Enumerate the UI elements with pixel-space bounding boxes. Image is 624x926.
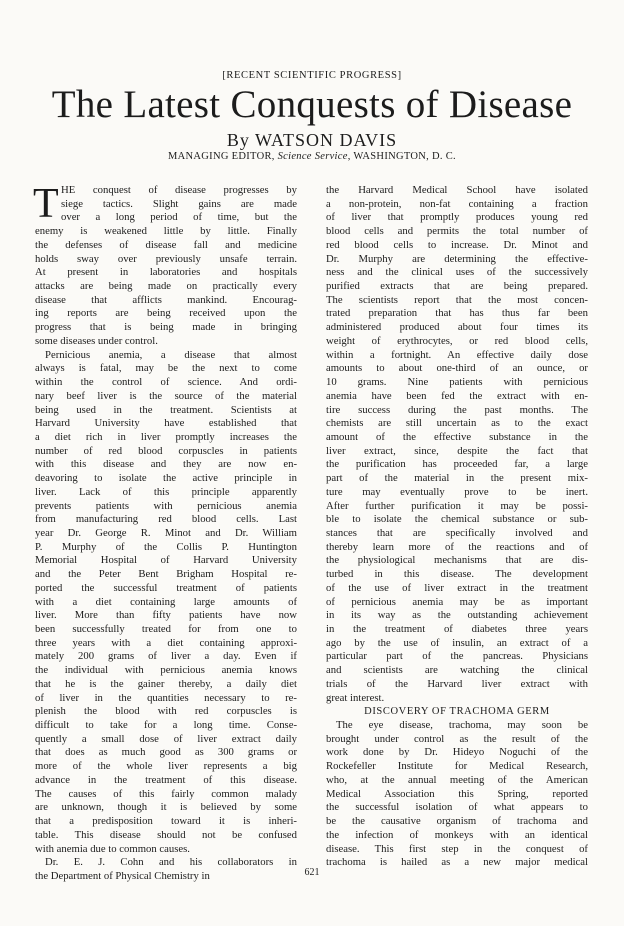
text-line: and the Peter Bent Brigham Hospital re-: [35, 568, 297, 581]
text-line: over a long period of time, but the: [61, 211, 297, 224]
text-line: liver. More than fifty patients have now: [35, 609, 297, 622]
text-line: advance in the treatment of this disease.: [35, 773, 297, 786]
text-line: ported the successful treatment of patients: [35, 581, 297, 594]
text-line: The eye disease, trachoma, may soon be: [336, 719, 588, 732]
text-line: the purification has proceeded far, a large: [326, 458, 588, 471]
text-line: difficult to take for a long time. Conse-: [35, 719, 297, 732]
text-line: within the control of science. And ordi-: [35, 376, 297, 389]
text-line: enemy is weakened little by little. Finally: [35, 225, 297, 238]
text-line: table. This disease should not be confused: [35, 828, 297, 841]
text-line: thereby learn more of the reactions and of: [326, 540, 588, 553]
text-line: number of red blood corpuscles in patients: [35, 444, 297, 457]
text-line: administered produced about four times its: [326, 321, 588, 334]
text-line: tire success during the past months. The: [326, 403, 588, 416]
text-line: with this disease and they are now en-: [35, 458, 297, 471]
text-line: of the use of liver extract in the treatment: [326, 581, 588, 594]
text-line: purified extracts that are being prepared.: [326, 280, 588, 293]
text-line: Harvard University have established that: [35, 417, 297, 430]
text-line: and scientists are watching the clinical: [326, 664, 588, 677]
text-line: Memorial Hospital of Harvard University: [35, 554, 297, 567]
text-line: disease. This first step in the conquest of: [326, 842, 588, 855]
text-line: Dr. Murphy are determining the effective-: [326, 252, 588, 265]
page-number: 621: [304, 867, 320, 878]
text-line: mately 200 grams of liver a day. Even if: [35, 650, 297, 663]
text-line: quently a small dose of liver extract daily: [35, 732, 297, 745]
text-line: weight of erythrocytes, or red blood cells,: [326, 334, 588, 347]
text-line: Pernicious anemia, a disease that almost: [45, 348, 297, 361]
text-line: trachoma is hailed as a new major medical: [326, 856, 588, 869]
right-column: [326, 184, 588, 870]
text-line: plenish the blood with red corpuscles is: [35, 705, 297, 718]
text-line: The scientists report that the most concen-: [326, 293, 588, 306]
text-line: in the treatment of diabetes three years: [326, 623, 588, 635]
text-line: from manufacturing red blood cells. Last: [35, 513, 297, 526]
text-line: siege tactics. Slight gains are made: [61, 197, 297, 210]
affiliation-org: Science Service: [277, 151, 348, 162]
text-line: ing reports are being received upon the: [35, 307, 297, 320]
text-line: liver extract, since, despite the fact that: [326, 444, 588, 457]
text-line: within a fortnight. An effective daily dose: [326, 348, 588, 361]
text-line: 10 grams. Nine patients with pernicious: [326, 376, 588, 389]
text-line: work done by Dr. Hideyo Noguchi of the: [326, 746, 588, 759]
text-line: who, at the annual meeting of the American: [326, 773, 588, 786]
text-line: the infection of monkeys with an identical: [326, 828, 588, 841]
text-line: Dr. E. J. Cohn and his collaborators in: [45, 856, 297, 869]
text-line: more of the whole liver represents a big: [35, 760, 297, 773]
text-line: a diet rich in liver promptly increases the: [35, 430, 297, 443]
text-line: The causes of this fairly common malady: [35, 787, 297, 800]
text-line: brought under control as the result of the: [326, 732, 588, 745]
text-line: are unknown, though it is believed by some: [35, 801, 297, 814]
text-line: chemists are still uncertain as to the exact: [326, 417, 588, 430]
article-title: The Latest Conquests of Disease: [51, 83, 573, 126]
text-line: ture may eventually prove to be inert.: [326, 485, 588, 498]
affiliation-suffix: , WASHINGTON, D. C.: [347, 151, 456, 162]
text-line: blood cells and permits the total number of: [326, 225, 588, 238]
text-line: the individual with pernicious anemia knows: [35, 664, 297, 677]
text-line: Rockefeller Institute for Medical Research,: [326, 760, 588, 773]
text-line: Medical Association this Spring, reported: [326, 787, 588, 800]
text-line: great interest.: [326, 691, 385, 704]
text-line: turbed in this disease. The development: [326, 568, 588, 581]
author-affiliation: [0, 151, 624, 162]
text-line: red blood cells to increase. Dr. Minot and: [326, 238, 588, 251]
text-line: HE conquest of disease progresses by: [61, 184, 297, 196]
affiliation-prefix: MANAGING EDITOR,: [168, 151, 278, 162]
text-line: been successfully treated for from one to: [35, 623, 297, 635]
text-line: part of the material in the present mix-: [326, 472, 588, 485]
text-line: amount of the effective substance in the: [326, 430, 588, 443]
text-line: ago by the use of insulin, an extract of a: [326, 636, 588, 649]
text-line: that does as much good as 300 grams or: [35, 746, 297, 759]
text-line: trials of the Harvard liver extract with: [326, 677, 588, 690]
text-line: disease that afflicts mankind. Encourag-: [35, 293, 297, 306]
text-line: particular part of the pancreas. Physicians: [326, 650, 588, 663]
text-line: with anemia due to common causes.: [35, 842, 190, 855]
text-line: After further purification it may be possi-: [326, 499, 588, 512]
text-line: P. Murphy of the Collis P. Huntington: [35, 540, 297, 553]
text-line: prevents patients with pernicious anemia: [35, 499, 297, 512]
text-line: ble to isolate the chemical substance or sub-: [326, 513, 588, 526]
text-line: be the causative organism of trachoma and: [326, 815, 588, 828]
text-line: stances that are specifically involved and: [326, 526, 588, 539]
text-line: progress that is being made in bringing: [35, 321, 297, 334]
section-subhead: DISCOVERY OF TRACHOMA GERM: [364, 706, 550, 718]
drop-cap: T: [33, 181, 59, 227]
text-line: the physiological mechanisms that are dis-: [326, 554, 588, 567]
text-line: some diseases under control.: [35, 334, 158, 347]
text-line: the Department of Physical Chemistry in: [35, 869, 210, 882]
text-line: ness and the clinical uses of the successively: [326, 266, 588, 279]
text-line: holds sway over previously unsafe terrain.: [35, 252, 297, 265]
text-line: of liver that promptly produces young red: [326, 211, 588, 224]
text-line: attacks are being made on practically every: [35, 280, 297, 293]
text-line: always is fatal, may be the next to come: [35, 362, 297, 375]
text-line: that he is the gainer thereby, a daily diet: [35, 677, 297, 690]
text-line: in its way as the outstanding achievement: [326, 609, 588, 622]
text-line: year Dr. George R. Minot and Dr. William: [35, 526, 297, 539]
text-line: three years with a diet containing approxi-: [35, 636, 297, 649]
text-line: amounts to about one-third of an ounce, or: [326, 362, 588, 375]
text-line: a non-protein, non-fat containing a fraction: [326, 197, 588, 210]
text-line: the Harvard Medical School have isolated: [326, 184, 588, 196]
text-line: the successful isolation of what appears to: [326, 801, 588, 814]
text-line: the defenses of disease fall and medicine: [35, 238, 297, 251]
text-line: with a diet containing large amounts of: [35, 595, 297, 608]
left-column: [33, 181, 297, 884]
text-line: of liver in the quantities necessary to re-: [35, 691, 297, 704]
text-line: of pernicious anemia may be as important: [326, 595, 588, 608]
text-line: being used in the treatment. Scientists at: [35, 403, 297, 416]
text-line: At present in laboratories and hospitals: [35, 266, 297, 279]
text-line: nary beef liver is the source of the material: [35, 389, 297, 402]
text-line: anemia have been fed the extract with en-: [326, 389, 588, 402]
byline: By WATSON DAVIS: [226, 130, 398, 150]
text-line: that a predisposition toward it is inheri-: [35, 815, 297, 828]
text-line: liver. Lack of this principle apparently: [35, 485, 297, 498]
text-line: deavoring to isolate the active principle in: [35, 472, 297, 485]
text-line: trated preparation that has thus far been: [326, 307, 588, 320]
section-kicker: [RECENT SCIENTIFIC PROGRESS]: [222, 70, 402, 81]
